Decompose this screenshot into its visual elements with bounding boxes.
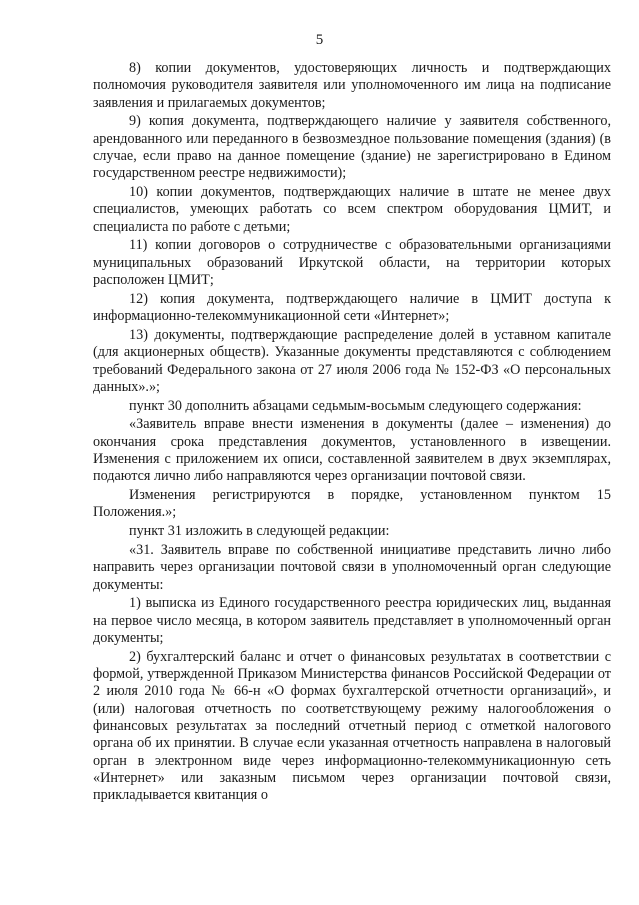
paragraph-amend-31: пункт 31 изложить в следующей редакции: <box>129 523 390 540</box>
paragraph-31-intro: «31. Заявитель вправе по собственной инициативе представить лично либо направить через организации почтовой связи в уполномоченный орган следующие документы: <box>93 542 611 593</box>
paragraph-31-item-2: 2) бухгалтерский баланс и отчет о финансовых результатах в соответствии с формой, утвержденной Приказом Министерства финансов Российской Федерации от 2 июля 2010 года № 66-н «О формах бухгалтерской отчетности организаций», и (или) налоговая отчетность по соответствующему режиму налогообложения о финансовых результатах за последний отчетный период с отметкой налогового органа об их принятии. В случае если указанная отчетность направлена в налоговый орган в электронном виде через информационно-телекоммуникационную сеть «Интернет» или заказным письмом через организации почтовой связи, прикладывается квитанция о <box>93 648 611 804</box>
paragraph-31-item-1: 1) выписка из Единого государственного реестра юридических лиц, выданная на первое число месяца, в котором заявитель представляет в уполномоченный орган документы; <box>93 595 611 646</box>
paragraph-changes-registration: Изменения регистрируются в порядке, установленном пунктом 15 Положения.»; <box>93 487 611 521</box>
paragraph-item-10: 10) копии документов, подтверждающих наличие в штате не менее двух специалистов, умеющих работать со всем спектром оборудования ЦМИТ, и специалиста по работе с детьми; <box>93 184 611 235</box>
paragraph-item-13: 13) документы, подтверждающие распределение долей в уставном капитале (для акционерных обществ). Указанные документы представляются с соблюдением требований Федерального закона от 27 июля 2006 года № 152-ФЗ «О персональных данных».»; <box>93 326 611 395</box>
document-body <box>93 60 611 806</box>
paragraph-item-9: 9) копия документа, подтверждающего наличие у заявителя собственного, арендованного или переданного в безвозмездное пользование помещения (здания) (в случае, если право на данное помещение (здание) не зарегистрировано в Едином государственном реестре недвижимости); <box>93 113 611 182</box>
paragraph-changes-submission: «Заявитель вправе внести изменения в документы (далее – изменения) до окончания срока представления документов, установленного в извещении. Изменения с приложением их описи, составленной заявителем в двух экземплярах, подаются лично либо направляются через организации почтовой связи. <box>93 416 611 485</box>
paragraph-item-8: 8) копии документов, удостоверяющих личность и подтверждающих полномочия руководителя заявителя или уполномоченного им лица на подписание заявления и прилагаемых документов; <box>93 60 611 111</box>
paragraph-item-12: 12) копия документа, подтверждающего наличие в ЦМИТ доступа к информационно-телекоммуникационной сети «Интернет»; <box>93 290 611 325</box>
page-number: 5 <box>315 32 324 48</box>
paragraph-amend-30: пункт 30 дополнить абзацами седьмым-восьмым следующего содержания: <box>129 397 582 414</box>
paragraph-item-11: 11) копии договоров о сотрудничестве с образовательными организациями муниципальных образований Иркутской области, на территории которых расположен ЦМИТ; <box>93 237 611 289</box>
